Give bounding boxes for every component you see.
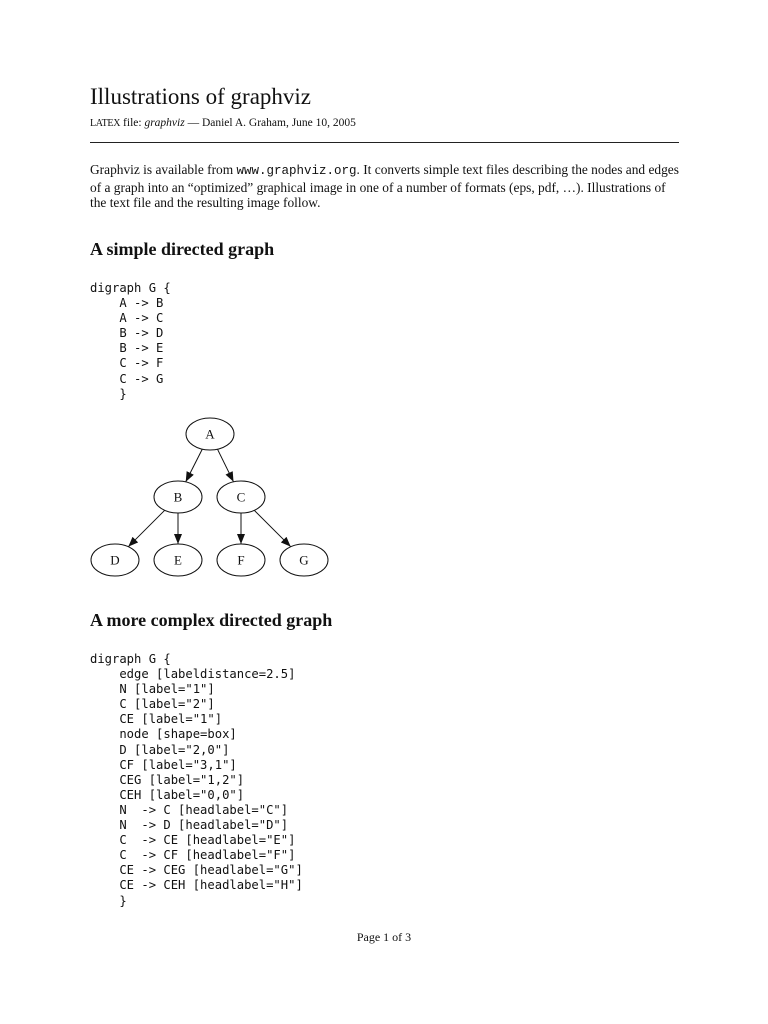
graph-node-e [154, 544, 202, 576]
graph-node-a [186, 418, 234, 450]
graph-edge-c-g [254, 510, 290, 546]
code-block-complex: digraph G { edge [labeldistance=2.5] N [label="1"] C [label="2"] CE [label="1"] node [shape=box] D [label="2,0"] CF [label="3,1"] CEG [label="1,2"] CEH [label="0,0"] N -> C [headlabel="C"] N -> D [headlabel="D"] C -> CE [headlabel="E"] C -> CF [headlabel="F"] CE -> CEG [headlabel="G"] CE -> CEH [headlabel="H"] } [90, 652, 303, 908]
graph-edge-a-b [186, 449, 203, 482]
meta-file-label: file: [120, 117, 145, 129]
section-heading-simple: A simple directed graph [90, 239, 275, 259]
graph-nodes [91, 418, 328, 576]
graph-node-d [91, 544, 139, 576]
graph-edge-b-d [128, 510, 164, 546]
intro-url: www.graphviz.org [236, 164, 357, 178]
document-title: Illustrations of graphviz [90, 84, 312, 109]
graph-edges [128, 449, 290, 547]
meta-file-name: graphviz [144, 117, 185, 129]
graph-node-label: E [174, 552, 182, 568]
graph-node-label: F [237, 552, 245, 568]
graph-node-label: D [110, 552, 120, 568]
intro-text-2: . It converts simple text files describing the nodes and edges of a graph into an “optimized” graphical image in one of a number of formats (eps, pdf, …). Illustrations of the text file and the resulting image follow. [90, 162, 679, 210]
graph-node-c [217, 481, 265, 513]
section-heading-complex: A more complex directed graph [90, 610, 333, 630]
graph-node-b [154, 481, 202, 513]
code-block-simple: digraph G { A -> B A -> C B -> D B -> E C -> F C -> G } [90, 281, 171, 401]
meta-author-date: — Daniel A. Graham, June 10, 2005 [184, 117, 356, 129]
intro-text-1: Graphviz is available from [90, 162, 237, 177]
graph-edge-a-c [217, 449, 233, 482]
graph-node-g [280, 544, 328, 576]
graph-node-f [217, 544, 265, 576]
graph-node-label: A [205, 426, 215, 442]
graph-node-label: B [173, 489, 183, 505]
latex-logo: LATEX [90, 118, 121, 129]
page-number: Page 1 of 3 [356, 930, 412, 944]
graph-node-label: C [236, 489, 246, 505]
graph-node-label: G [299, 552, 309, 568]
